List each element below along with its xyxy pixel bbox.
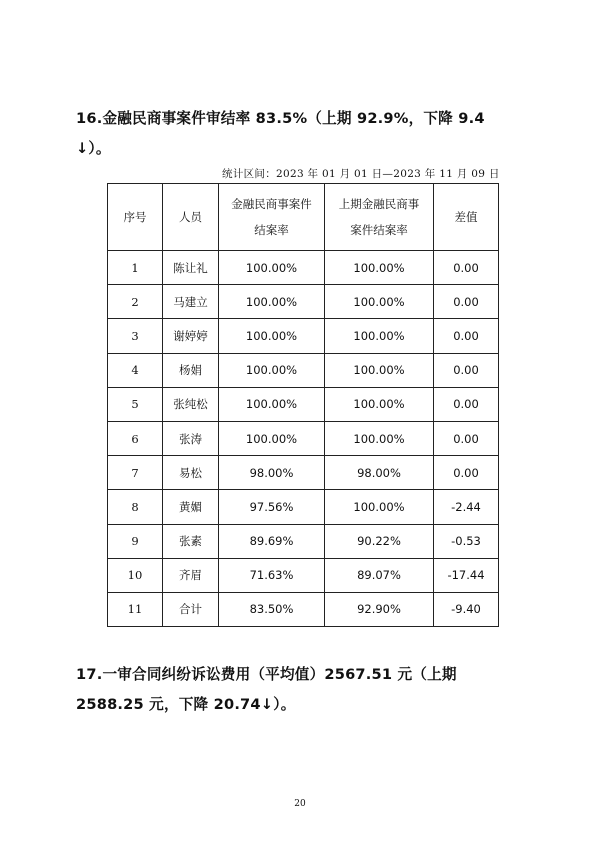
cell-previous-rate: 100.00% bbox=[325, 285, 434, 319]
section-16-line-1: 16.金融民商事案件审结率 83.5%（上期 92.9%，下降 9.4 bbox=[76, 110, 485, 127]
table-row bbox=[108, 421, 499, 455]
cell-diff: 0.00 bbox=[434, 285, 499, 319]
section-17-line-2: 2588.25 元，下降 20.74↓）。 bbox=[76, 696, 296, 713]
cell-previous-rate: 100.00% bbox=[325, 353, 434, 387]
cell-current-rate: 100.00% bbox=[219, 251, 325, 285]
section-16-line-2: ↓）。 bbox=[76, 140, 111, 157]
cell-diff: 0.00 bbox=[434, 456, 499, 490]
cell-person: 易松 bbox=[163, 456, 219, 490]
cell-previous-rate: 100.00% bbox=[325, 251, 434, 285]
cell-diff: 0.00 bbox=[434, 387, 499, 421]
cell-current-rate: 100.00% bbox=[219, 353, 325, 387]
cell-current-rate: 71.63% bbox=[219, 558, 325, 592]
cell-person: 杨娟 bbox=[163, 353, 219, 387]
cell-person: 张涛 bbox=[163, 421, 219, 455]
section-17-line-1: 17.一审合同纠纷诉讼费用（平均值）2567.51 元（上期 bbox=[76, 666, 457, 683]
table-row bbox=[108, 490, 499, 524]
cell-seq: 4 bbox=[108, 353, 163, 387]
header-previous-rate-line-1: 上期金融民商事 bbox=[338, 197, 420, 211]
cell-seq: 5 bbox=[108, 387, 163, 421]
cell-current-rate: 83.50% bbox=[219, 592, 325, 626]
cell-seq: 6 bbox=[108, 421, 163, 455]
page-number: 20 bbox=[294, 799, 306, 809]
header-seq: 序号 bbox=[108, 184, 163, 251]
cell-previous-rate: 100.00% bbox=[325, 319, 434, 353]
header-diff: 差值 bbox=[434, 184, 499, 251]
cell-seq: 11 bbox=[108, 592, 163, 626]
table-row bbox=[108, 558, 499, 592]
cell-seq: 3 bbox=[108, 319, 163, 353]
table-row bbox=[108, 285, 499, 319]
header-previous-rate-line-2: 案件结案率 bbox=[350, 223, 408, 237]
cell-previous-rate: 89.07% bbox=[325, 558, 434, 592]
cell-previous-rate: 100.00% bbox=[325, 421, 434, 455]
table-row bbox=[108, 456, 499, 490]
cell-current-rate: 89.69% bbox=[219, 524, 325, 558]
table-row bbox=[108, 353, 499, 387]
cell-seq: 7 bbox=[108, 456, 163, 490]
cell-diff: 0.00 bbox=[434, 319, 499, 353]
cell-person: 黄媚 bbox=[163, 490, 219, 524]
cell-person: 陈让礼 bbox=[163, 251, 219, 285]
cell-person: 合计 bbox=[163, 592, 219, 626]
cell-person: 马建立 bbox=[163, 285, 219, 319]
table-row bbox=[108, 319, 499, 353]
cell-diff: 0.00 bbox=[434, 353, 499, 387]
cell-seq: 2 bbox=[108, 285, 163, 319]
section-16-heading bbox=[76, 104, 534, 164]
cell-diff: -17.44 bbox=[434, 558, 499, 592]
header-previous-rate bbox=[325, 184, 434, 251]
cell-seq: 1 bbox=[108, 251, 163, 285]
table-row bbox=[108, 387, 499, 421]
cell-seq: 10 bbox=[108, 558, 163, 592]
header-current-rate bbox=[219, 184, 325, 251]
cell-current-rate: 100.00% bbox=[219, 285, 325, 319]
cell-current-rate: 100.00% bbox=[219, 319, 325, 353]
cell-current-rate: 97.56% bbox=[219, 490, 325, 524]
cell-seq: 9 bbox=[108, 524, 163, 558]
header-current-rate-line-2: 结案率 bbox=[254, 223, 289, 237]
cell-current-rate: 98.00% bbox=[219, 456, 325, 490]
cell-diff: -2.44 bbox=[434, 490, 499, 524]
table-header-row bbox=[108, 184, 499, 251]
table-row bbox=[108, 592, 499, 626]
table-row bbox=[108, 524, 499, 558]
cell-diff: 0.00 bbox=[434, 421, 499, 455]
cell-person: 谢婷婷 bbox=[163, 319, 219, 353]
cell-current-rate: 100.00% bbox=[219, 387, 325, 421]
cell-person: 张纯松 bbox=[163, 387, 219, 421]
cell-previous-rate: 90.22% bbox=[325, 524, 434, 558]
cell-seq: 8 bbox=[108, 490, 163, 524]
cell-person: 张素 bbox=[163, 524, 219, 558]
header-current-rate-line-1: 金融民商事案件 bbox=[231, 197, 312, 211]
closure-rate-table bbox=[107, 183, 499, 627]
cell-current-rate: 100.00% bbox=[219, 421, 325, 455]
cell-previous-rate: 98.00% bbox=[325, 456, 434, 490]
cell-previous-rate: 100.00% bbox=[325, 387, 434, 421]
header-person: 人员 bbox=[163, 184, 219, 251]
section-17-heading bbox=[76, 660, 536, 720]
cell-diff: 0.00 bbox=[434, 251, 499, 285]
cell-previous-rate: 100.00% bbox=[325, 490, 434, 524]
statistics-range: 统计区间：2023 年 01 月 01 日—2023 年 11 月 09 日 bbox=[222, 168, 500, 180]
cell-person: 齐眉 bbox=[163, 558, 219, 592]
cell-diff: -0.53 bbox=[434, 524, 499, 558]
cell-previous-rate: 92.90% bbox=[325, 592, 434, 626]
table-row bbox=[108, 251, 499, 285]
cell-diff: -9.40 bbox=[434, 592, 499, 626]
